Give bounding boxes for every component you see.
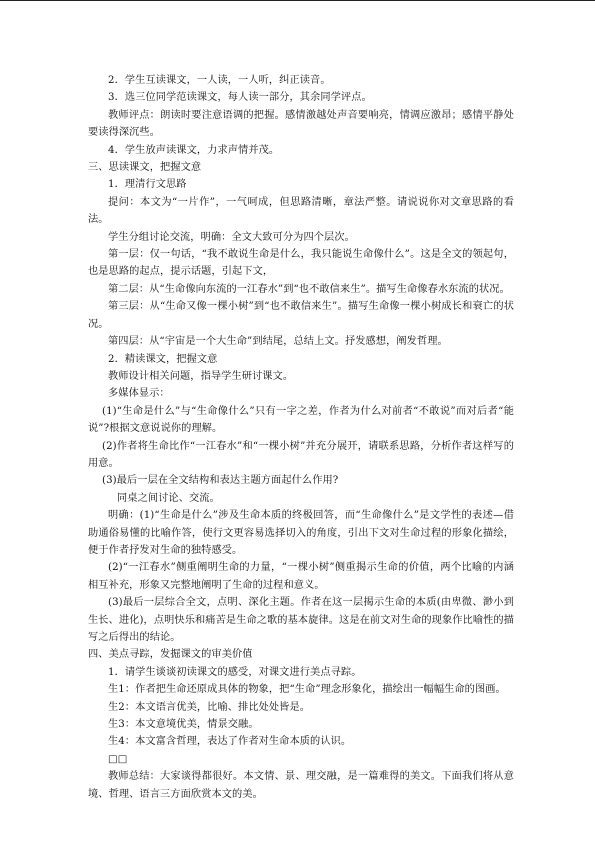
paragraph-p14: 教师设计相关问题，指导学生研讨课文。 [108, 370, 294, 382]
paragraph-p24: 1．请学生谈谈初读课文的感受，对课文进行美点寻踪。 [108, 666, 362, 678]
paragraph-p25: 生1：作者把生命还原成具体的物象，把“生命”理念形象化，描绘出一幅幅生命的图画。 [108, 684, 506, 696]
paragraph-p15: 多媒体显示： [108, 388, 170, 400]
paragraph-p03: 教师评点：朗读时要注意语调的把握。感情激越处声音要响亮，情调应激昂；感情平静处要读得深沉些。 [88, 109, 514, 139]
paragraph-p08: 学生分组讨论交流，明确：全文大致可分为四个层次。 [108, 231, 355, 243]
paragraph-p21: (2)“一江春水”侧重阐明生命的力量，“一棵小树”侧重揭示生命的价值，两个比喻的内涵相互补充，形象又完整地阐明了生命的过程和意义。 [88, 562, 514, 591]
paragraph-p17: (2)作者将生命比作“一江春水”和“一棵小树”并充分展开，请联系思路，分析作者这样写的用意。 [88, 440, 514, 469]
paragraph-p16: (1)“生命是什么”与“生命像什么”只有一字之差，作者为什么对前者“不敢说”而对后者“能说”?根据文意说说你的理解。 [88, 405, 514, 435]
document-body [88, 72, 514, 803]
paragraph-p01: 2．学生互读课文，一人读，一人听，纠正读音。 [108, 75, 331, 86]
paragraph-p04: 4．学生放声读课文，力求声情并茂。 [108, 144, 280, 156]
paragraph-p28: 生4：本文富含哲理，表达了作者对生命本质的认识。 [108, 736, 352, 748]
page-top-rule [0, 0, 595, 1]
paragraph-p06: 1．理清行文思路 [108, 179, 187, 191]
paragraph-p22: (3)最后一层综合全文，点明、深化主题。作者在这一层揭示生命的本质(由卑微、渺小到生长、进化)，点明快乐和痛苦是生命之歌的基本旋律。这是在前文对生命的现象作比喻性的描写之后得出的结论。 [88, 597, 514, 643]
paragraph-p05: 三、思读课文，把握文意 [88, 162, 202, 174]
paragraph-p23: 四、美点寻踪，发掘课文的审美价值 [88, 649, 253, 661]
paragraph-p30: 教师总结：大家谈得都很好。本文情、景、理交融，是一篇难得的美文。下面我们将从意境、哲理、语言三方面欣赏本文的美。 [88, 771, 514, 800]
paragraph-p11: 第三层：从“生命又像一棵小树”到“也不敢信来生”。描写生命像一棵小树成长和衰亡的状况。 [88, 301, 514, 330]
paragraph-p09: 第一层：仅一句话，“我不敢说生命是什么，我只能说生命像什么”。这是全文的领起句，也是思路的起点，提示话题，引起下文， [88, 249, 514, 278]
paragraph-p10: 第二层：从“生命像向东流的一江春水”到“也不敢信来生”。描写生命像春水东流的状况。 [108, 283, 510, 295]
paragraph-p27: 生3：本文意境优美，情景交融。 [108, 719, 259, 731]
paragraph-p19: 同桌之间讨论、交流。 [117, 492, 220, 504]
paragraph-p20: 明确：(1)“生命是什么”涉及生命本质的终极回答，而“生命像什么”是文学性的表述—借助通俗易懂的比喻作答，使行文更容易选择切入的角度，引出下文对生命过程的形象化描绘，便于作者抒发对生命的独特感受。 [88, 510, 514, 556]
paragraph-p29: □□ [108, 753, 128, 765]
paragraph-p13: 2．精读课文，把握文意 [108, 353, 218, 365]
paragraph-p07: 提问：本文为“一片作”，一气呵成，但思路清晰，章法严整。请说说你对文章思路的看法。 [88, 196, 514, 226]
paragraph-p12: 第四层：从“宇宙是一个大生命”到结尾，总结上文。抒发感想，阐发哲理。 [108, 336, 448, 348]
paragraph-p26: 生2：本文语言优美，比喻、排比处处皆是。 [108, 701, 311, 713]
paragraph-p02: 3．选三位同学范读课文，每人读一部分，其余同学评点。 [108, 92, 372, 104]
paragraph-p18: (3)最后一层在全文结构和表达主题方面起什么作用? [102, 475, 339, 487]
